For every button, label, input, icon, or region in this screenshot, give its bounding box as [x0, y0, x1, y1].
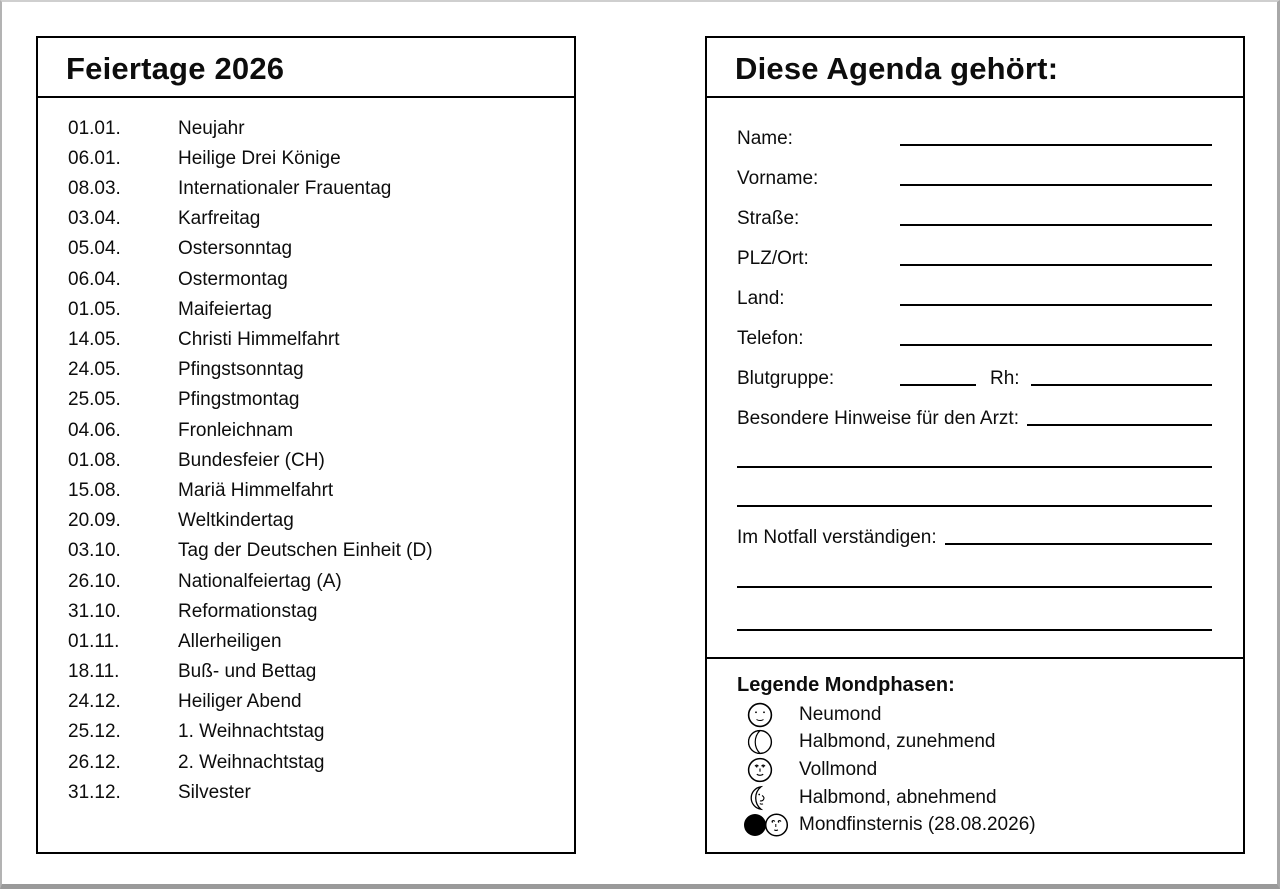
writing-line — [737, 430, 1212, 468]
holiday-name: Christi Himmelfahrt — [178, 329, 340, 351]
form-field-row — [737, 190, 1212, 230]
writing-line — [737, 468, 1212, 507]
writing-line — [737, 549, 1212, 588]
holiday-row — [68, 174, 554, 204]
writing-line — [900, 344, 1212, 346]
holiday-name: Nationalfeiertag (A) — [178, 570, 342, 592]
form-field-row — [737, 310, 1212, 350]
holiday-row — [68, 416, 554, 446]
field-label: Straße: — [737, 207, 800, 229]
holiday-date: 15.08. — [68, 479, 121, 501]
holiday-name: Maifeiertag — [178, 298, 272, 320]
legend-row — [737, 756, 1223, 784]
holiday-row — [68, 657, 554, 687]
moon-legend-rows — [737, 701, 1223, 839]
full-moon-icon — [743, 757, 799, 783]
holiday-date: 24.05. — [68, 359, 121, 381]
form-field-row — [737, 230, 1212, 270]
holiday-date: 08.03. — [68, 178, 121, 200]
holiday-date: 05.04. — [68, 238, 121, 260]
field-label: Vorname: — [737, 167, 819, 189]
simple-field-rows — [737, 110, 1212, 350]
writing-line — [737, 588, 1212, 631]
writing-line — [900, 304, 1212, 306]
holiday-date: 26.10. — [68, 570, 121, 592]
holiday-row — [68, 385, 554, 415]
holiday-name: Internationaler Frauentag — [178, 178, 392, 200]
holiday-date: 31.12. — [68, 781, 121, 803]
holiday-name: Silvester — [178, 781, 251, 803]
owner-title: Diese Agenda gehört: — [707, 38, 1243, 98]
holiday-row — [68, 325, 554, 355]
holiday-row — [68, 446, 554, 476]
holiday-date: 01.11. — [68, 630, 120, 652]
holiday-name: Heiliger Abend — [178, 691, 302, 713]
holiday-name: 2. Weihnachtstag — [178, 751, 325, 773]
holiday-list — [38, 98, 574, 808]
holiday-row — [68, 536, 554, 566]
holiday-name: Pfingstsonntag — [178, 359, 304, 381]
legend-label: Vollmond — [799, 758, 878, 780]
holiday-name: 1. Weihnachtstag — [178, 721, 325, 743]
holiday-row — [68, 566, 554, 596]
holiday-name: Allerheiligen — [178, 630, 282, 652]
holiday-date: 25.05. — [68, 389, 121, 411]
blood-group-row — [737, 350, 1212, 390]
writing-line — [945, 543, 1212, 545]
form-field-row — [737, 110, 1212, 150]
holiday-date: 01.08. — [68, 449, 121, 471]
owner-form — [707, 98, 1243, 631]
holiday-date: 01.05. — [68, 298, 121, 320]
holiday-row — [68, 597, 554, 627]
writing-line — [1031, 384, 1212, 386]
legend-label: Halbmond, zunehmend — [799, 731, 996, 753]
owner-panel — [705, 36, 1245, 659]
field-label: PLZ/Ort: — [737, 247, 809, 269]
doctor-notes-label: Besondere Hinweise für den Arzt: — [737, 407, 1019, 429]
holiday-name: Reformationstag — [178, 600, 318, 622]
holidays-panel — [36, 36, 576, 854]
moon-legend-panel — [705, 657, 1245, 854]
writing-line — [900, 224, 1212, 226]
holiday-row — [68, 476, 554, 506]
holiday-date: 24.12. — [68, 691, 121, 713]
holiday-name: Bundesfeier (CH) — [178, 449, 325, 471]
writing-line — [900, 384, 976, 386]
holiday-date: 03.04. — [68, 208, 121, 230]
holiday-name: Mariä Himmelfahrt — [178, 479, 334, 501]
holiday-row — [68, 295, 554, 325]
holiday-date: 26.12. — [68, 751, 121, 773]
holiday-date: 14.05. — [68, 329, 121, 351]
holiday-row — [68, 265, 554, 295]
holiday-date: 20.09. — [68, 510, 121, 532]
holiday-name: Tag der Deutschen Einheit (D) — [178, 540, 433, 562]
holiday-name: Neujahr — [178, 117, 245, 139]
holiday-row — [68, 114, 554, 144]
field-label: Telefon: — [737, 327, 804, 349]
holiday-row — [68, 778, 554, 808]
waning-half-moon-icon — [743, 785, 799, 811]
field-label: Name: — [737, 127, 793, 149]
holiday-row — [68, 144, 554, 174]
holiday-date: 03.10. — [68, 540, 121, 562]
moon-legend-title: Legende Mondphasen: — [737, 674, 955, 696]
legend-row — [737, 701, 1223, 729]
holiday-name: Fronleichnam — [178, 419, 294, 441]
holiday-row — [68, 234, 554, 264]
rh-label: Rh: — [990, 367, 1020, 389]
legend-row — [737, 729, 1223, 757]
waxing-half-moon-icon — [743, 729, 799, 755]
writing-line — [900, 264, 1212, 266]
holiday-date: 01.01. — [68, 117, 121, 139]
legend-row — [737, 811, 1223, 839]
holiday-name: Weltkindertag — [178, 510, 294, 532]
legend-label: Halbmond, abnehmend — [799, 786, 997, 808]
holiday-date: 25.12. — [68, 721, 121, 743]
new-moon-icon — [743, 702, 799, 728]
writing-line — [900, 144, 1212, 146]
writing-line — [1027, 424, 1212, 426]
holiday-date: 06.04. — [68, 268, 121, 290]
emergency-contact-row — [737, 507, 1212, 549]
holiday-name: Karfreitag — [178, 208, 261, 230]
holiday-row — [68, 204, 554, 234]
moon-legend-body — [707, 659, 1243, 839]
holiday-date: 06.01. — [68, 147, 121, 169]
legend-label: Neumond — [799, 703, 882, 725]
holiday-date: 18.11. — [68, 661, 120, 683]
holiday-name: Heilige Drei Könige — [178, 147, 341, 169]
holiday-date: 04.06. — [68, 419, 121, 441]
holiday-row — [68, 506, 554, 536]
doctor-notes-row — [737, 390, 1212, 430]
form-field-row — [737, 270, 1212, 310]
holiday-name: Ostersonntag — [178, 238, 293, 260]
writing-line — [900, 184, 1212, 186]
lunar-eclipse-icon — [743, 812, 799, 838]
holiday-name: Ostermontag — [178, 268, 288, 290]
holiday-row — [68, 748, 554, 778]
blood-group-label: Blutgruppe: — [737, 367, 835, 389]
holidays-title: Feiertage 2026 — [38, 38, 574, 98]
holiday-row — [68, 687, 554, 717]
holiday-date: 31.10. — [68, 600, 121, 622]
holiday-row — [68, 717, 554, 747]
holiday-row — [68, 355, 554, 385]
holiday-row — [68, 627, 554, 657]
legend-row — [737, 784, 1223, 812]
form-field-row — [737, 150, 1212, 190]
legend-label: Mondfinsternis (28.08.2026) — [799, 814, 1036, 836]
holiday-name: Buß- und Bettag — [178, 661, 317, 683]
holiday-name: Pfingstmontag — [178, 389, 300, 411]
emergency-contact-label: Im Notfall verständigen: — [737, 526, 937, 548]
field-label: Land: — [737, 287, 785, 309]
